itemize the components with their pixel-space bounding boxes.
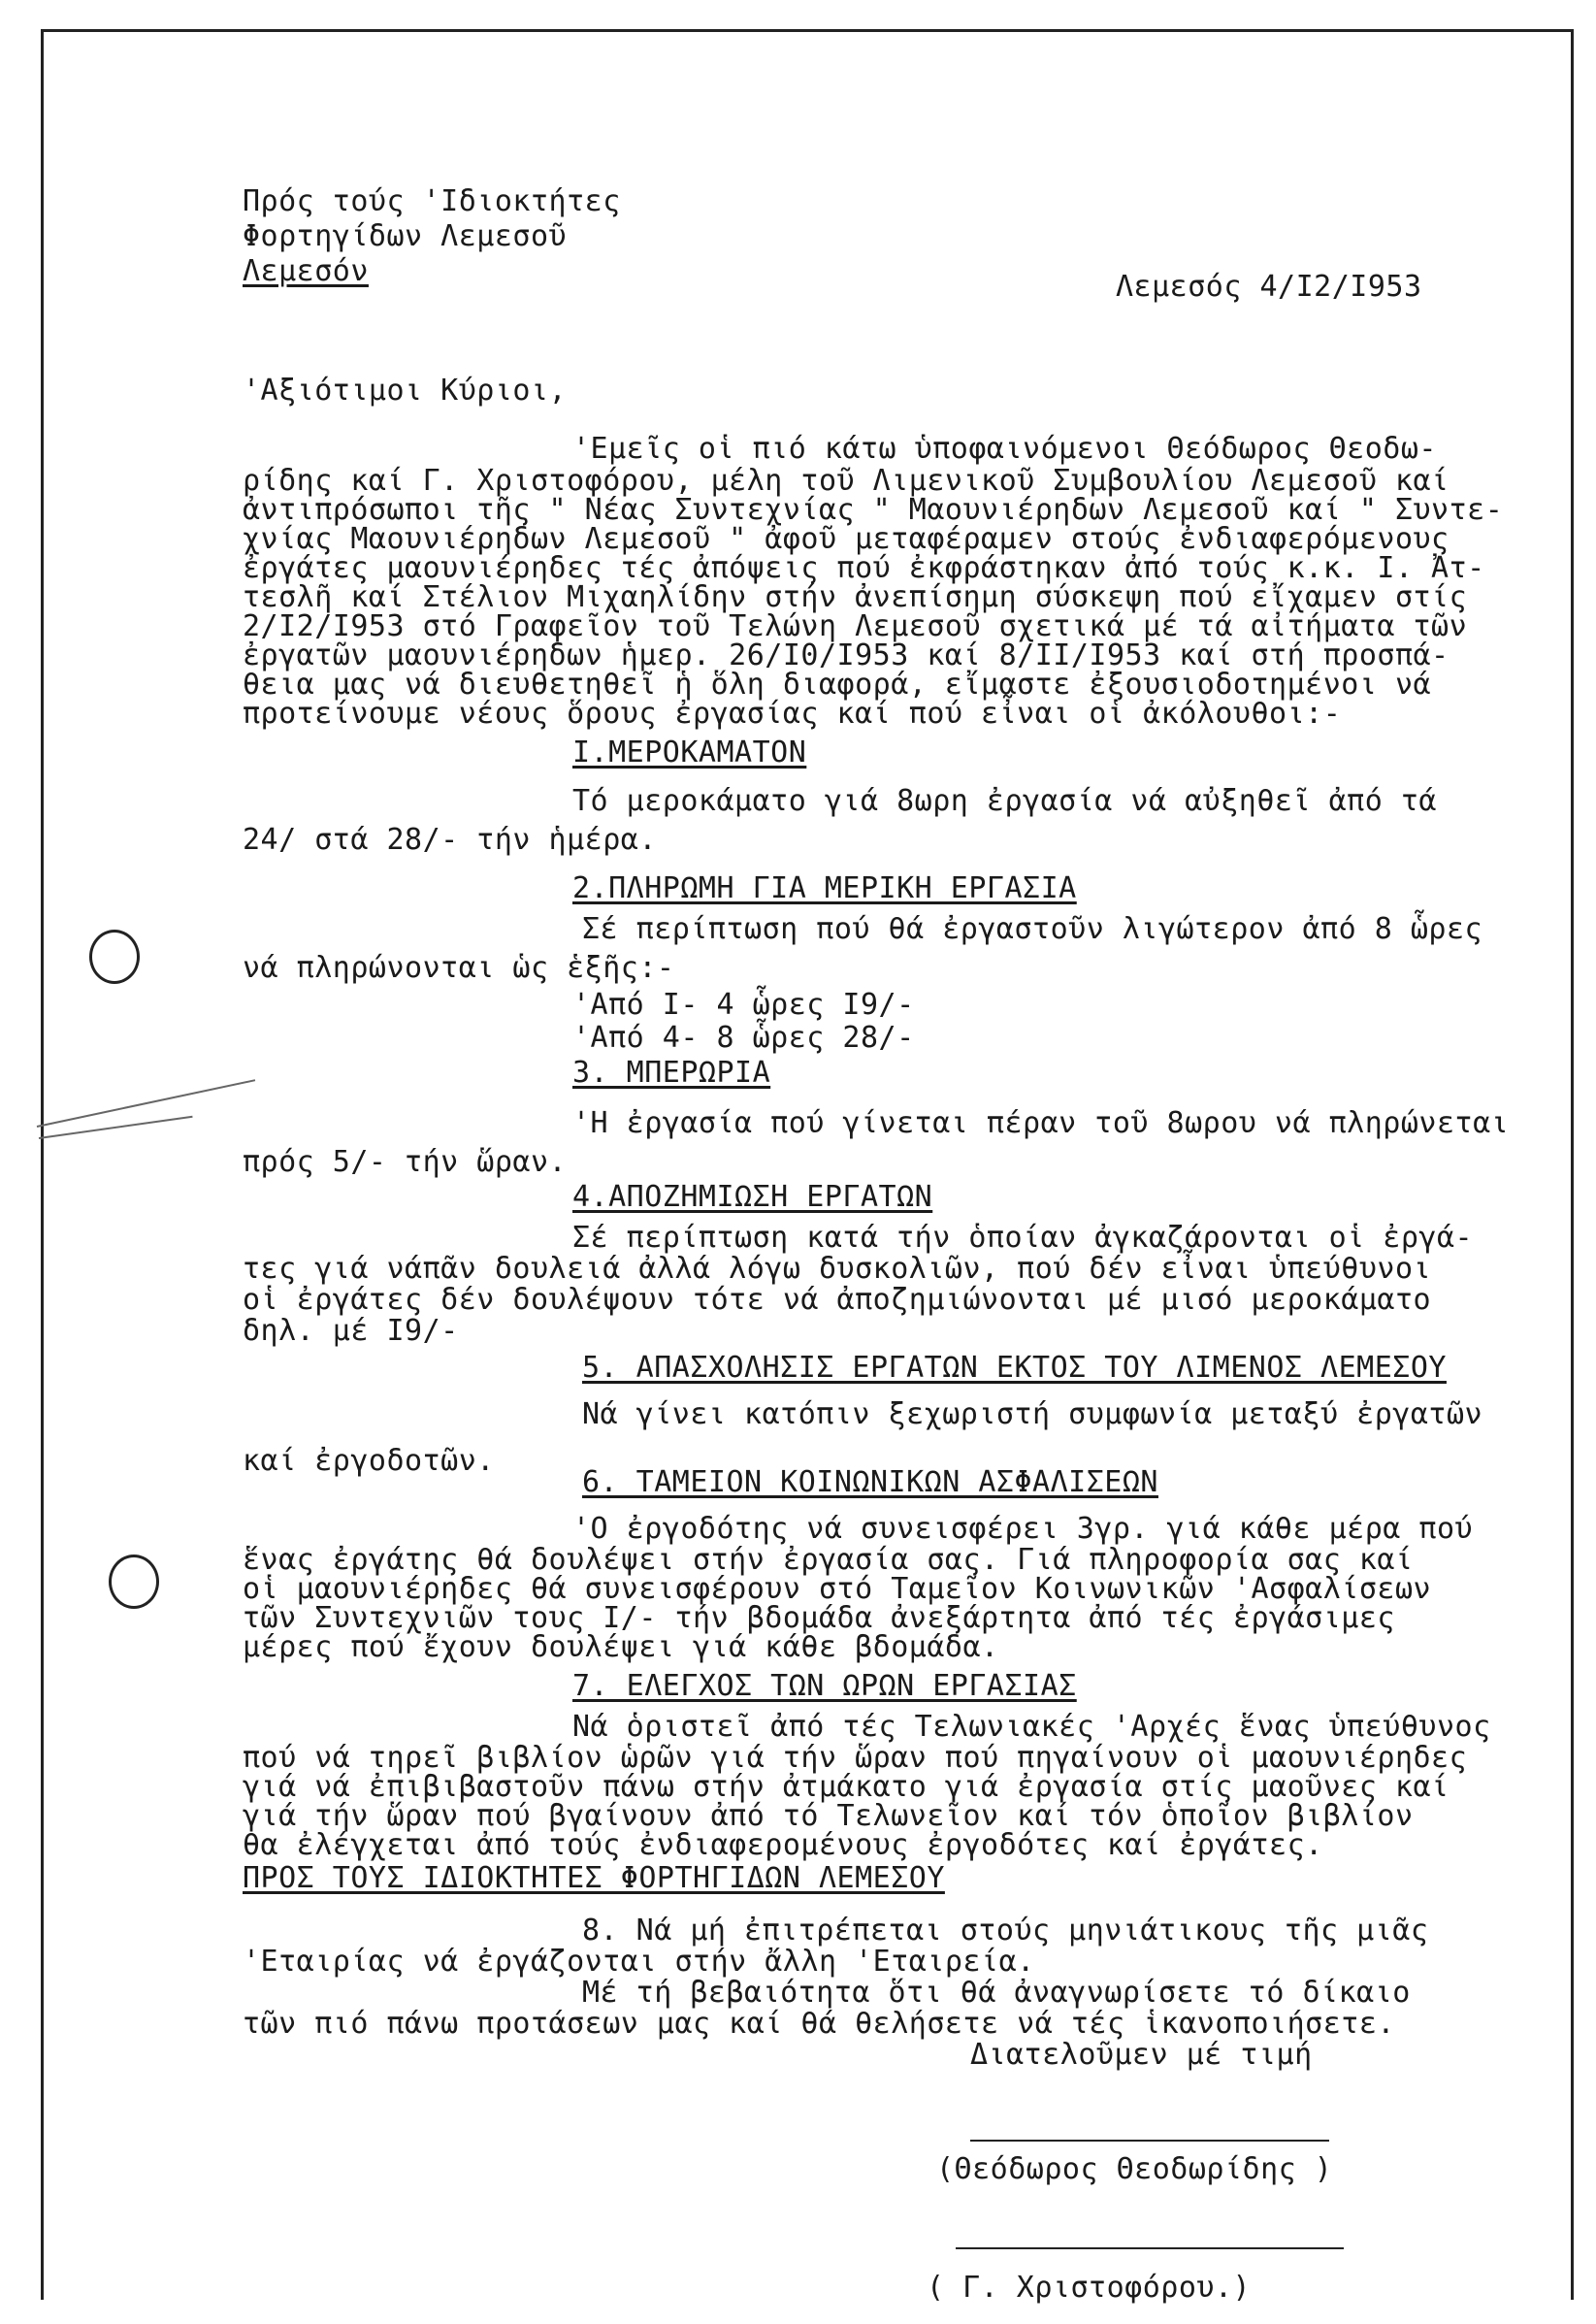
section-7-line: πού νά τηρεῖ βιβλίον ὡρῶν γιά τήν ὥραν πού πηγαίνουν οἱ μαουνιέρηδες: [243, 1741, 1468, 1775]
salutation: 'Αξιότιμοι Κύριοι,: [243, 374, 568, 408]
section-2-line: 'Από I- 4 ὧρες I9/-: [572, 988, 915, 1022]
section-3-heading: 3. ΜΠΕΡΩΡΙΑ: [572, 1056, 771, 1090]
section-7-line: θα ἐλέγχεται ἀπό τούς ἐνδιαφερομένους ἐργοδότες καί ἐργάτες.: [243, 1828, 1323, 1862]
section-7-heading: 7. ΕΛΕΓΧΟΣ ΤΩΝ ΩΡΩΝ ΕΡΓΑΣΙΑΣ: [572, 1669, 1077, 1703]
section-4-line: οἱ ἐργάτες δέν δουλέψουν τότε νά ἀποζημιώνονται μέ μισό μεροκάματο: [243, 1283, 1432, 1317]
section-6-line: 'Ο ἐργοδότης νά συνεισφέρει 3γρ. γιά κάθε μέρα πού: [572, 1512, 1474, 1546]
section-8-line: 8. Νά μή ἐπιτρέπεται στούς μηνιάτικους τῆς μιᾶς: [582, 1914, 1429, 1948]
section-2-line: Σέ περίπτωση πού θά ἐργαστοῦν λιγώτερον ἀπό 8 ὧρες: [582, 912, 1483, 946]
section-6-line: ἕνας ἐργάτης θά δουλέψει στήν ἐργασία σας. Γιά πληροφορία σας καί: [243, 1543, 1414, 1577]
section-2-line: νά πληρώνονται ὡς ἑξῆς:-: [243, 951, 675, 985]
letter-date: Λεμεσός 4/I2/I953: [1116, 270, 1422, 304]
section-5-line: Νά γίνει κατόπιν ξεχωριστή συμφωνία μεταξύ ἐργατῶν: [582, 1397, 1483, 1431]
intro-line: χνίας Μαουνιέρηδων Λεμεσοῦ " ἀφοῦ μεταφέραμεν στούς ἐνδιαφερόμενους: [243, 522, 1449, 556]
closing-line: τῶν πιό πάνω προτάσεων μας καί θά θελήσετε νά τές ἱκανοποιήσετε.: [243, 2007, 1395, 2041]
address-line-3: Λεμεσόν: [243, 254, 369, 288]
section-1-line: Τό μεροκάματο γιά 8ωρη ἐργασία νά αὐξηθεῖ ἀπό τά: [572, 784, 1437, 818]
section-8-line: 'Εταιρίας νά ἐργάζονται στήν ἄλλη 'Εταιρεία.: [243, 1945, 1035, 1979]
address-line-1: Πρός τούς 'Ιδιοκτήτες: [243, 184, 621, 218]
punch-hole-bottom: [109, 1555, 159, 1609]
intro-line: ἐργάτες μαουνιέρηδες τές ἀπόψεις πού ἐκφράστηκαν ἀπό τούς κ.κ. Ι. Ἀτ-: [243, 551, 1485, 585]
signature-name-1: (Θεόδωρος Θεοδωρίδης ): [936, 2152, 1333, 2186]
section-4-line: τες γιά νάπᾶν δουλειά ἀλλά λόγω δυσκολιῶν, πού δέν εἶναι ὑπεύθυνοι: [243, 1252, 1432, 1286]
section-4-line: δηλ. μέ I9/-: [243, 1314, 459, 1348]
section-7-line: Νά ὁριστεῖ ἀπό τές Τελωνιακές 'Αρχές ἕνας ὑπεύθυνος: [572, 1710, 1491, 1744]
section-6-heading: 6. ΤΑΜΕΙΟΝ ΚΟΙΝΩΝΙΚΩΝ ΑΣΦΑΛΙΣΕΩΝ: [582, 1465, 1158, 1499]
punch-hole-top: [89, 930, 140, 984]
closing-line: Μέ τή βεβαιότητα ὅτι θά ἀναγνωρίσετε τό δίκαιο: [582, 1976, 1411, 2010]
signature-name-2: ( Γ. Χριστοφόρου.): [927, 2271, 1252, 2305]
intro-line: θεια μας νά διευθετηθεῖ ἡ ὅλη διαφορά, εἴμαστε ἐξουσιοδοτημένοι νά: [243, 668, 1432, 702]
section-3-line: 'Η ἐργασία πού γίνεται πέραν τοῦ 8ωρου νά πληρώνεται: [572, 1106, 1510, 1140]
intro-line: 'Εμεῖς οἱ πιό κάτω ὑποφαινόμενοι Θεόδωρος Θεοδω-: [572, 432, 1437, 466]
section-6-line: μέρες πού ἔχουν δουλέψει γιά κάθε βδομάδα.: [243, 1630, 999, 1664]
section-6-line: τῶν Συντεχνιῶν τους I/- τήν βδομάδα ἀνεξάρτητα ἀπό τές ἐργάσιμες: [243, 1601, 1395, 1635]
intro-line: προτείνουμε νέους ὅρους ἐργασίας καί πού εἶναι οἱ ἀκόλουθοι:-: [243, 697, 1342, 731]
signature-line-2: [956, 2247, 1344, 2249]
section-5-line: καί ἐργοδοτῶν.: [243, 1444, 495, 1478]
section-7-line: γιά τήν ὥραν πού βγαίνουν ἀπό τό Τελωνεῖον καί τόν ὁποῖον βιβλίον: [243, 1799, 1414, 1833]
section-7-line: γιά νά ἐπιβιβαστοῦν πάνω στήν ἀτμάκατο γιά ἐργασία στίς μαοῦνες καί: [243, 1770, 1449, 1804]
intro-line: ρίδης καί Γ. Χριστοφόρου, μέλη τοῦ Λιμενικοῦ Συμβουλίου Λεμεσοῦ καί: [243, 464, 1449, 498]
signature-line-1: [970, 2140, 1329, 2142]
intro-line: ἀντιπρόσωποι τῆς " Νέας Συντεχνίας " Μαουνιέρηδων Λεμεσοῦ καί " Συντε-: [243, 493, 1504, 527]
section-2-heading: 2.ΠΛΗΡΩΜΗ ΓΙΑ ΜΕΡΙΚΗ ΕΡΓΑΣΙΑ: [572, 871, 1077, 905]
intro-line: 2/I2/I953 στό Γραφεῖον τοῦ Τελώνη Λεμεσοῦ σχετικά μέ τά αἰτήματα τῶν: [243, 609, 1468, 643]
section-4-heading: 4.ΑΠΟΖΗΜΙΩΣΗ ΕΡΓΑΤΩΝ: [572, 1180, 933, 1214]
section-3-line: πρός 5/- τήν ὥραν.: [243, 1145, 568, 1179]
intro-line: ἐργατῶν μαουνιέρηδων ἡμερ. 26/I0/I953 καί 8/II/I953 καί στή προσπά-: [243, 638, 1449, 672]
section-6-line: οἱ μαουνιέρηδες θά συνεισφέρουν στό Ταμεῖον Κοινωνικῶν 'Ασφαλίσεων: [243, 1572, 1432, 1606]
closing-regards: Διατελοῦμεν μέ τιμή: [970, 2038, 1313, 2072]
section-5-heading: 5. ΑΠΑΣΧΟΛΗΣΙΣ ΕΡΓΑΤΩΝ ΕΚΤΟΣ ΤΟΥ ΛΙΜΕΝΟΣ ΛΕΜΕΣΟΥ: [582, 1351, 1447, 1385]
section-1-line: 24/ στά 28/- τήν ἡμέρα.: [243, 823, 657, 857]
section-8-heading: ΠΡΟΣ ΤΟΥΣ ΙΔΙΟΚΤΗΤΕΣ ΦΟΡΤΗΓΙΔΩΝ ΛΕΜΕΣΟΥ: [243, 1861, 945, 1895]
section-2-line: 'Από 4- 8 ὧρες 28/-: [572, 1021, 915, 1055]
section-4-line: Σέ περίπτωση κατά τήν ὁποίαν ἀγκαζάρονται οἱ ἐργά-: [572, 1221, 1474, 1255]
address-line-2: Φορτηγίδων Λεμεσοῦ: [243, 219, 568, 253]
section-1-heading: I.ΜΕΡΟΚΑΜΑΤΟΝ: [572, 736, 807, 769]
intro-line: τεσλῆ καί Στέλιον Μιχαηλίδην στήν ἀνεπίσημη σύσκεψη πού εἴχαμεν στίς: [243, 580, 1468, 614]
